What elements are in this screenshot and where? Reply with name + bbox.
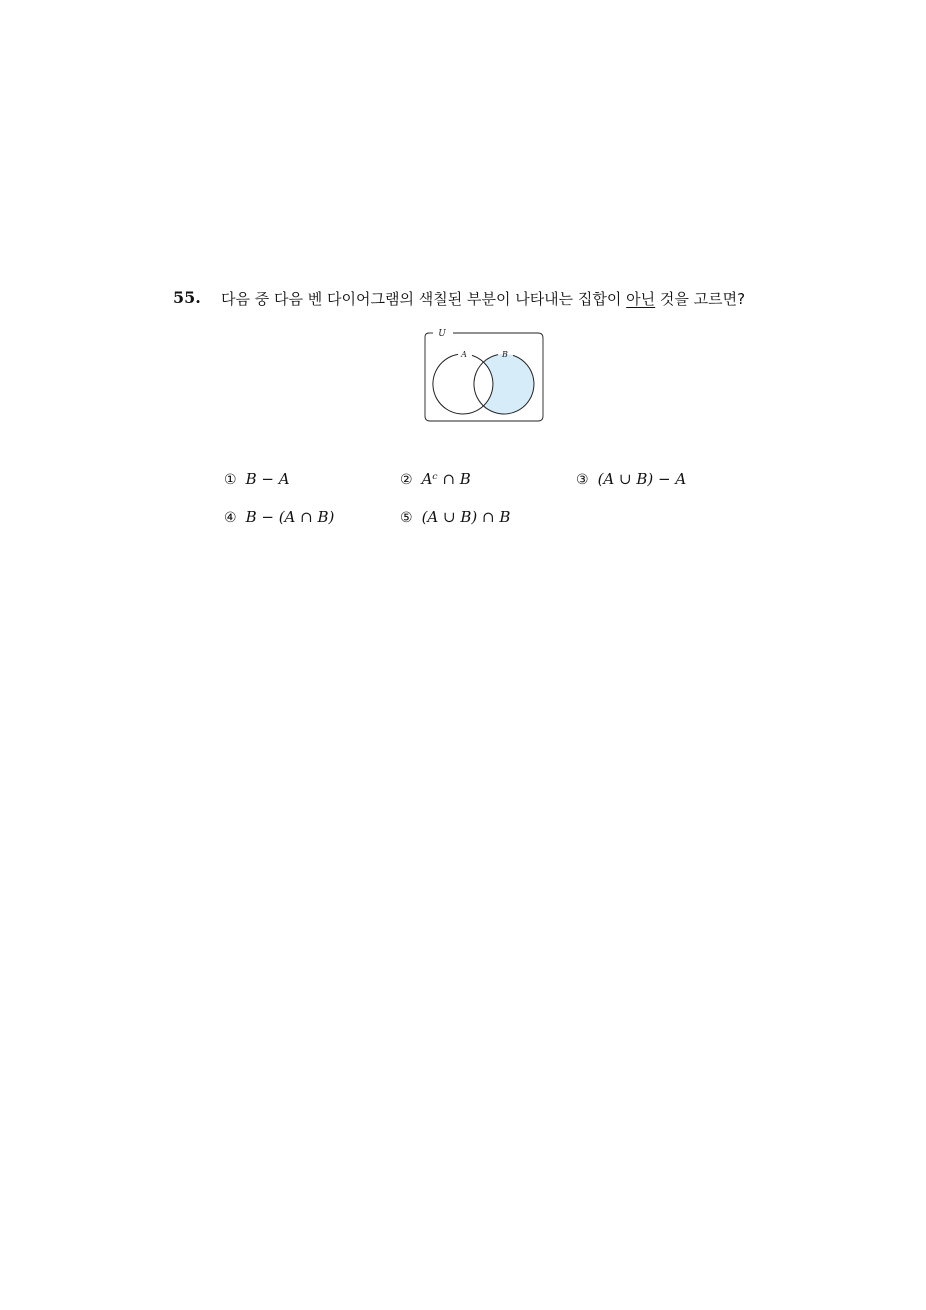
choice-2[interactable] [400,470,471,488]
set-b-label: B [502,350,508,359]
choice-2-expression: Aᶜ ∩ B [421,470,471,488]
choice-5-mark: ⑤ [400,510,413,526]
choice-5-expression: (A ∪ B) ∩ B [421,508,511,526]
choice-3[interactable] [576,470,686,488]
choice-2-mark: ② [400,472,413,488]
shaded-region-b-minus-a [433,354,534,414]
choice-4-mark: ④ [224,510,237,526]
question-text [221,288,745,309]
question-text-emphasis: 아닌 [626,290,656,308]
choice-4-expression: B − (A ∩ B) [245,508,335,526]
venn-diagram [420,323,546,426]
choice-1-mark: ① [224,472,237,488]
question-text-before: 다음 중 다음 벤 다이어그램의 색칠된 부분이 나타내는 집합이 [221,290,627,308]
question-number: 55. [173,288,201,307]
question-text-after: 것을 고르면? [655,290,746,308]
choice-5[interactable] [400,508,510,526]
choice-3-expression: (A ∪ B) − A [597,470,687,488]
set-a-label: A [461,350,467,359]
choice-3-mark: ③ [576,472,589,488]
choice-1[interactable] [224,470,290,488]
universe-label: U [438,329,446,339]
choice-1-expression: B − A [245,470,290,488]
choice-4[interactable] [224,508,334,526]
